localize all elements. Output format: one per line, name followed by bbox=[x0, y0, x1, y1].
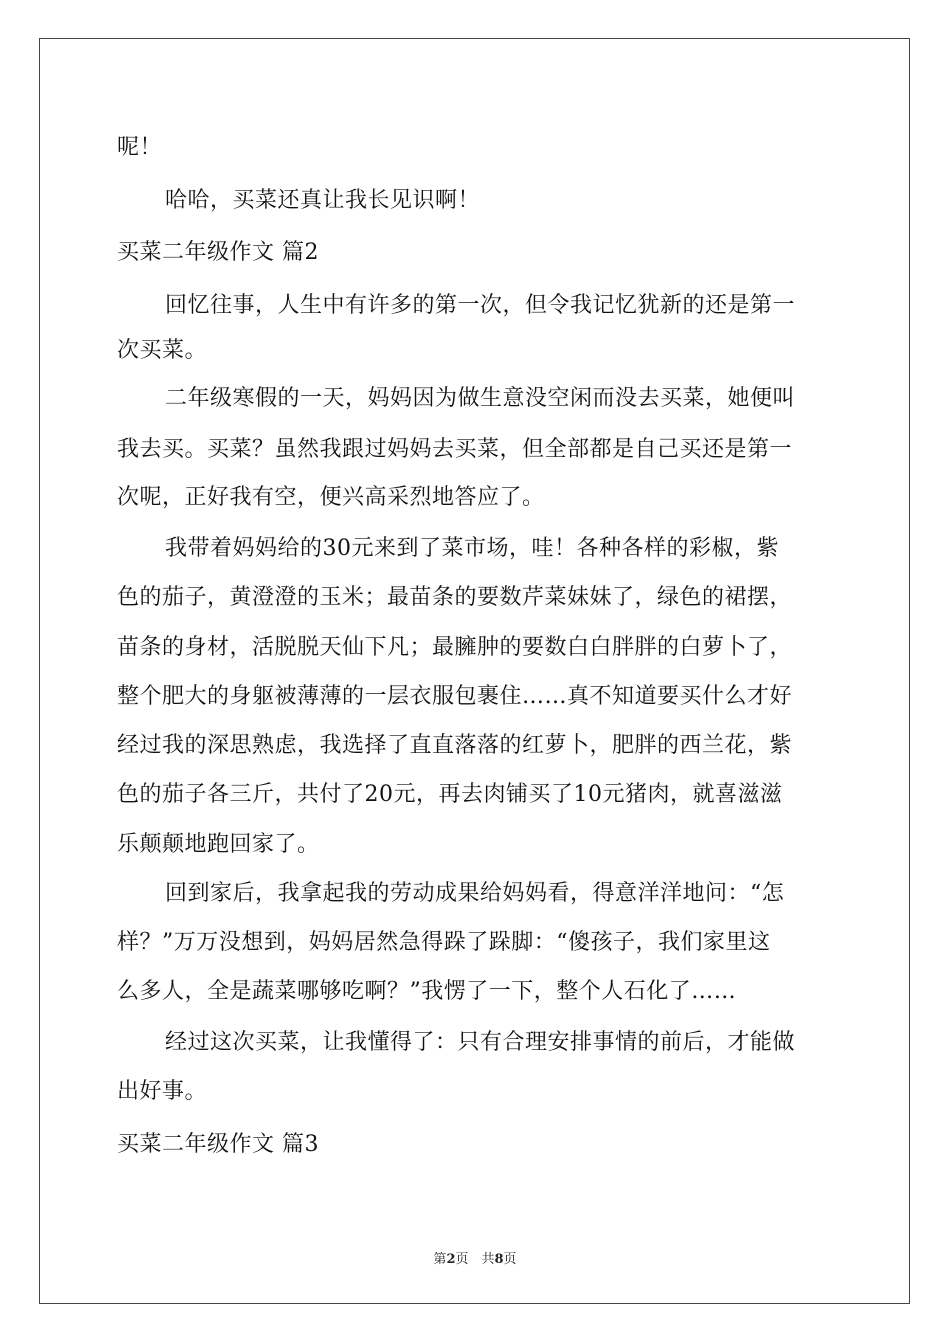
text-line: 色的茄子各三斤，共付了20元，再去肉铺买了10元猪肉，就喜滋滋 bbox=[117, 782, 783, 807]
text-line: 苗条的身材，活脱脱天仙下凡；最臃肿的要数白白胖胖的白萝卜了， bbox=[117, 635, 793, 660]
text-line: 我带着妈妈给的30元来到了菜市场，哇！各种各样的彩椒，紫 bbox=[165, 536, 779, 561]
text-line: 我去买。买菜？虽然我跟过妈妈去买菜，但全部都是自己买还是第一 bbox=[117, 437, 793, 462]
footer-middle: 页 共 bbox=[455, 1252, 495, 1267]
text-line: 呢！ bbox=[117, 135, 163, 160]
text-line: 么多人，全是蔬菜哪够吃啊？”我愣了一下，整个人石化了…… bbox=[117, 979, 737, 1004]
text-line: 乐颠颠地跑回家了。 bbox=[117, 832, 320, 857]
text-line: 出好事。 bbox=[117, 1079, 208, 1104]
text-line: 整个肥大的身躯被薄薄的一层衣服包裹住……真不知道要买什么才好 bbox=[117, 684, 793, 709]
text-line: 哈哈，买菜还真让我长见识啊！ bbox=[165, 188, 481, 213]
text-line: 次呢，正好我有空，便兴高采烈地答应了。 bbox=[117, 485, 545, 510]
text-line: 回到家后，我拿起我的劳动成果给妈妈看，得意洋洋地问：“怎 bbox=[165, 881, 785, 906]
text-line: 经过我的深思熟虑，我选择了直直落落的红萝卜，肥胖的西兰花，紫 bbox=[117, 733, 793, 758]
text-line: 次买菜。 bbox=[117, 338, 208, 363]
footer-suffix: 页 bbox=[503, 1252, 517, 1267]
page-border bbox=[39, 38, 910, 1304]
text-line: 样？”万万没想到，妈妈居然急得跺了跺脚：“傻孩子，我们家里这 bbox=[117, 930, 771, 955]
page-footer bbox=[0, 1248, 950, 1267]
text-line: 色的茄子，黄澄澄的玉米；最苗条的要数芹菜妹妹了，绿色的裙摆， bbox=[117, 585, 793, 610]
total-pages-number: 8 bbox=[494, 1252, 504, 1267]
text-line: 二年级寒假的一天，妈妈因为做生意没空闲而没去买菜，她便叫 bbox=[165, 386, 796, 411]
footer-prefix: 第 bbox=[433, 1252, 447, 1267]
section-heading: 买菜二年级作文 篇2 bbox=[117, 240, 319, 265]
section-heading: 买菜二年级作文 篇3 bbox=[117, 1132, 319, 1157]
current-page-number: 2 bbox=[446, 1252, 456, 1267]
text-line: 回忆往事，人生中有许多的第一次，但令我记忆犹新的还是第一 bbox=[165, 293, 796, 318]
text-line: 经过这次买菜，让我懂得了：只有合理安排事情的前后，才能做 bbox=[165, 1030, 796, 1055]
